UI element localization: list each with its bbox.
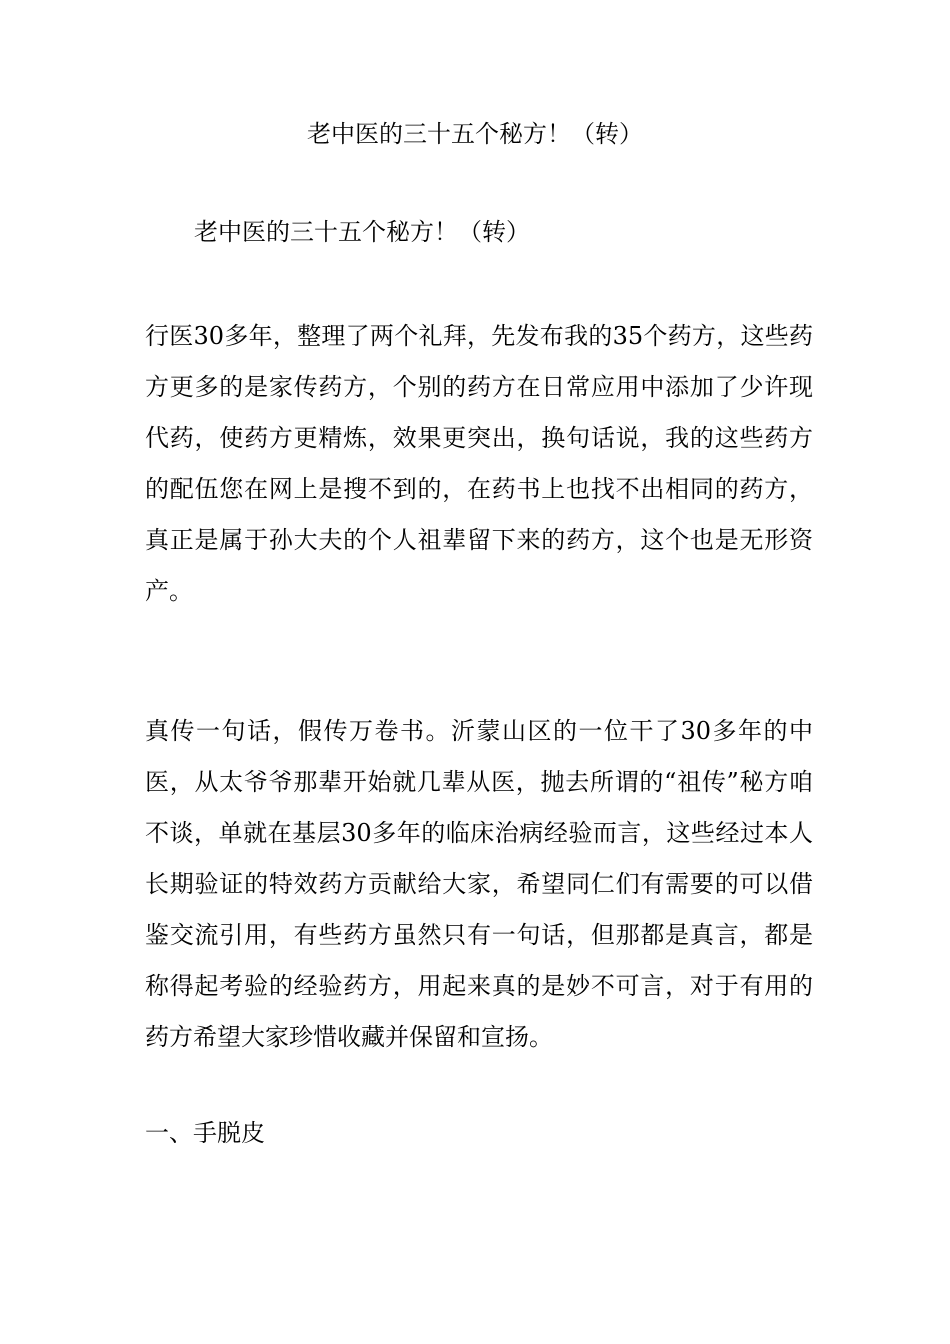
intro-paragraph: 行医30多年，整理了两个礼拜，先发布我的35个药方，这些药方更多的是家传药方，个别的药方在日常应用中添加了少许现代药，使药方更精炼，效果更突出，换句话说，我的这些药方的配伍您在网上是搜不到的，在药书上也找不出相同的药方，真正是属于孙大夫的个人祖辈留下来的药方，这个也是无形资产。	[145, 322, 813, 605]
body-paragraph: 真传一句话，假传万卷书。沂蒙山区的一位干了30多年的中医，从太爷爷那辈开始就几辈从医，抛去所谓的“祖传”秘方咱不谈，单就在基层30多年的临床治病经验而言，这些经过本人长期验证的特效药方贡献给大家，希望同仁们有需要的可以借鉴交流引用，有些药方虽然只有一句话，但那都是真言，都是称得起考验的经验药方，用起来真的是妙不可言，对于有用的药方希望大家珍惜收藏并保留和宣扬。	[145, 717, 813, 1051]
document-title: 老中医的三十五个秘方！（转）	[307, 120, 643, 148]
section-heading: 一、手脱皮	[145, 1119, 265, 1147]
document-subtitle: 老中医的三十五个秘方！（转）	[194, 218, 530, 246]
